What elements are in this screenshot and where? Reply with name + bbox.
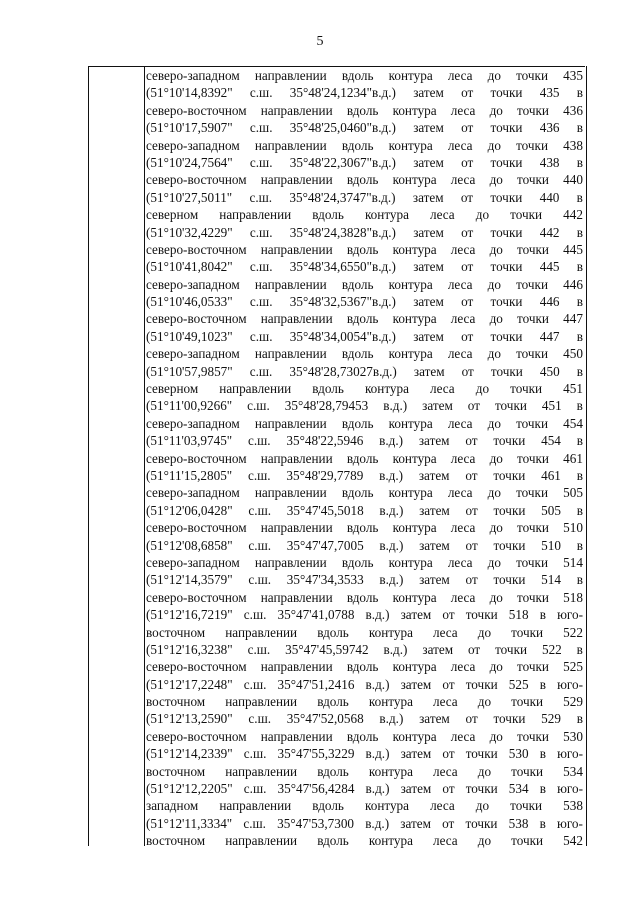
text-line: (51°10'17,5907" с.ш. 35°48'25,0460"в.д.) затем от точки 436 в [146, 120, 583, 136]
text-line: (51°10'41,8042" с.ш. 35°48'34,6550"в.д.) затем от точки 445 в [146, 259, 583, 275]
text-line: северо-восточном направлении вдоль контура леса до точки 436 [146, 102, 583, 118]
text-line: северо-восточном направлении вдоль контура леса до точки 447 [146, 311, 583, 327]
text-line: (51°10'57,9857" с.ш. 35°48'28,73027в.д.) затем от точки 450 в [146, 363, 583, 379]
text-line: северо-западном направлении вдоль контура леса до точки 505 [146, 485, 583, 501]
text-line: северо-восточном направлении вдоль контура леса до точки 510 [146, 520, 583, 536]
text-line: северо-западном направлении вдоль контура леса до точки 514 [146, 554, 583, 570]
text-line: северо-западном направлении вдоль контура леса до точки 450 [146, 346, 583, 362]
text-line: северном направлении вдоль контура леса до точки 451 [146, 381, 583, 397]
text-line: северо-восточном направлении вдоль контура леса до точки 518 [146, 589, 583, 605]
text-line: восточном направлении вдоль контура леса до точки 522 [146, 624, 583, 640]
text-line: (51°10'46,0533" с.ш. 35°48'32,5367"в.д.) затем от точки 446 в [146, 294, 583, 310]
text-line: (51°11'03,9745" с.ш. 35°48'22,5946 в.д.) затем от точки 454 в [146, 433, 583, 449]
text-line: (51°12'17,2248" с.ш. 35°47'51,2416 в.д.) затем от точки 525 в юго- [146, 676, 583, 692]
text-line: северо-западном направлении вдоль контура леса до точки 446 [146, 276, 583, 292]
boundary-description-cell [146, 67, 583, 850]
text-line: западном направлении вдоль контура леса до точки 538 [146, 798, 583, 814]
text-line: северо-восточном направлении вдоль контура леса до точки 445 [146, 241, 583, 257]
text-line: (51°12'16,7219" с.ш. 35°47'41,0788 в.д.) затем от точки 518 в юго- [146, 607, 583, 623]
text-line: северо-восточном направлении вдоль контура леса до точки 525 [146, 659, 583, 675]
text-line: (51°12'12,2205" с.ш. 35°47'56,4284 в.д.) затем от точки 534 в юго- [146, 781, 583, 797]
text-line: северо-западном направлении вдоль контура леса до точки 435 [146, 68, 583, 83]
text-line: восточном направлении вдоль контура леса до точки 542 [146, 833, 583, 849]
column-divider [144, 66, 145, 846]
text-line: (51°10'32,4229" с.ш. 35°48'24,3828"в.д.) затем от точки 442 в [146, 224, 583, 240]
text-line: (51°10'49,1023" с.ш. 35°48'34,0054"в.д.) затем от точки 447 в [146, 328, 583, 344]
text-line: (51°10'27,5011" с.ш. 35°48'24,3747"в.д.) затем от точки 440 в [146, 189, 583, 205]
text-line: северо-восточном направлении вдоль контура леса до точки 530 [146, 728, 583, 744]
text-line: северо-восточном направлении вдоль контура леса до точки 440 [146, 172, 583, 188]
text-line: (51°12'16,3238" с.ш. 35°47'45,59742 в.д.) затем от точки 522 в [146, 641, 583, 657]
page-number: 5 [316, 34, 324, 49]
text-line: северо-западном направлении вдоль контура леса до точки 454 [146, 415, 583, 431]
text-line: (51°12'13,2590" с.ш. 35°47'52,0568 в.д.) затем от точки 529 в [146, 711, 583, 727]
text-line: (51°10'24,7564" с.ш. 35°48'22,3067"в.д.) затем от точки 438 в [146, 154, 583, 170]
text-line: северном направлении вдоль контура леса до точки 442 [146, 207, 583, 223]
text-line: восточном направлении вдоль контура леса до точки 529 [146, 694, 583, 710]
text-line: северо-восточном направлении вдоль контура леса до точки 461 [146, 450, 583, 466]
text-line: (51°12'11,3334" с.ш. 35°47'53,7300 в.д.) затем от точки 538 в юго- [146, 815, 583, 831]
text-line: (51°12'08,6858" с.ш. 35°47'47,7005 в.д.) затем от точки 510 в [146, 537, 583, 553]
text-line: (51°12'14,2339" с.ш. 35°47'55,3229 в.д.) затем от точки 530 в юго- [146, 746, 583, 762]
text-line: (51°10'14,8392" с.ш. 35°48'24,1234"в.д.) затем от точки 435 в [146, 85, 583, 101]
text-line: (51°12'06,0428" с.ш. 35°47'45,5018 в.д.) затем от точки 505 в [146, 502, 583, 518]
text-line: (51°11'00,9266" с.ш. 35°48'28,79453 в.д.) затем от точки 451 в [146, 398, 583, 414]
text-line: (51°12'14,3579" с.ш. 35°47'34,3533 в.д.) затем от точки 514 в [146, 572, 583, 588]
text-line: северо-западном направлении вдоль контура леса до точки 438 [146, 137, 583, 153]
text-line: восточном направлении вдоль контура леса до точки 534 [146, 763, 583, 779]
text-line: (51°11'15,2805" с.ш. 35°48'29,7789 в.д.) затем от точки 461 в [146, 467, 583, 483]
